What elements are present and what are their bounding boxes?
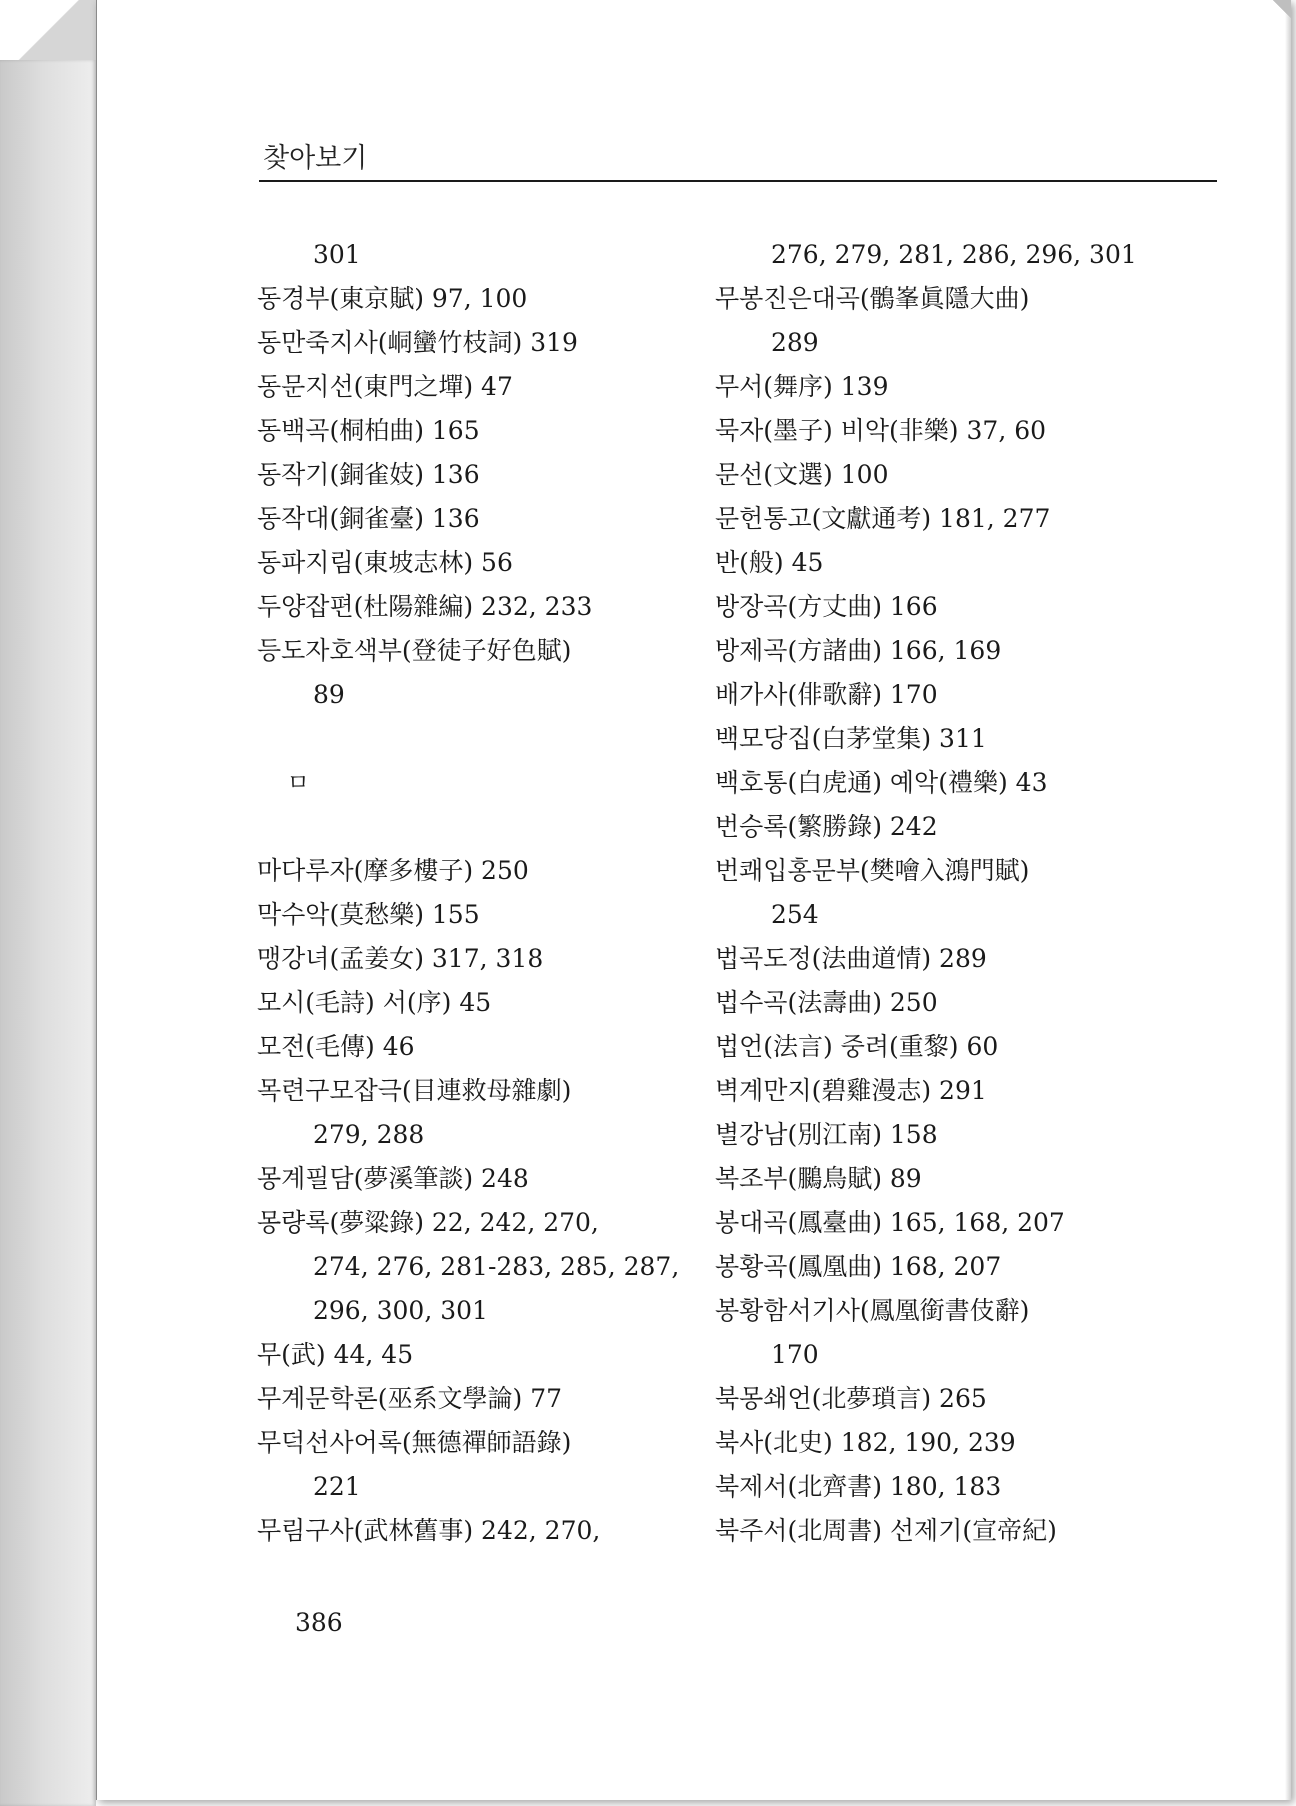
index-entry: 북제서(北齊書) 180, 183 [715,1472,1002,1501]
index-entry: 무서(舞序) 139 [715,372,889,401]
book-page [96,0,1291,1800]
index-entry: 등도자호색부(登徒子好色賦) [257,636,572,665]
index-entry: 동백곡(桐柏曲) 165 [257,416,480,445]
index-entry: 배가사(俳歌辭) 170 [715,680,938,709]
book-spine [0,60,96,1806]
index-entry: 방제곡(方諸曲) 166, 169 [715,636,1002,665]
index-entry-continuation: 301 [313,240,361,269]
index-entry: 번승록(繁勝錄) 242 [715,812,938,841]
index-entry: 동경부(東京賦) 97, 100 [257,284,528,313]
index-column-right [715,233,1215,1553]
index-entry: 봉황곡(鳳凰曲) 168, 207 [715,1252,1002,1281]
index-entry: 별강남(別江南) 158 [715,1120,938,1149]
index-entry-continuation: 279, 288 [313,1120,425,1149]
index-entry: 몽량록(夢粱錄) 22, 242, 270, [257,1208,599,1237]
index-entry-continuation: 289 [771,328,819,357]
index-entry: 문선(文選) 100 [715,460,889,489]
section-gap [257,805,697,849]
page-edge [1285,0,1291,1800]
index-entry-continuation: 170 [771,1340,819,1369]
index-entry: 북주서(北周書) 선제기(宣帝紀) [715,1516,1057,1545]
index-entry: 법언(法言) 중려(重黎) 60 [715,1032,999,1061]
index-entry: 두양잡편(杜陽雜編) 232, 233 [257,592,593,621]
index-entry-continuation: 296, 300, 301 [313,1296,488,1325]
section-gap [257,717,697,761]
index-entry: 백호통(白虎通) 예악(禮樂) 43 [715,768,1048,797]
index-column-left [257,233,697,1553]
index-entry: 목련구모잡극(目連救母雜劇) [257,1076,572,1105]
index-entry: 봉황함서기사(鳳凰銜書伎辭) [715,1296,1030,1325]
index-entry: 무봉진은대곡(鶻峯眞隱大曲) [715,284,1030,313]
index-entry: 무림구사(武林舊事) 242, 270, [257,1516,601,1545]
index-entry: 마다루자(摩多樓子) 250 [257,856,529,885]
index-entry: 법수곡(法壽曲) 250 [715,988,938,1017]
index-entry: 백모당집(白茅堂集) 311 [715,724,987,753]
index-entry: 무계문학론(巫系文學論) 77 [257,1384,563,1413]
running-head: 찾아보기 [263,143,368,174]
index-entry: 북몽쇄언(北夢瑣言) 265 [715,1384,987,1413]
index-entry: 막수악(莫愁樂) 155 [257,900,480,929]
index-entry: 법곡도정(法曲道情) 289 [715,944,987,973]
index-entry: 몽계필담(夢溪筆談) 248 [257,1164,529,1193]
index-entry: 동만죽지사(峒蠻竹枝詞) 319 [257,328,578,357]
index-entry: 방장곡(方丈曲) 166 [715,592,938,621]
index-entry-continuation: 221 [313,1472,361,1501]
index-entry: 모시(毛詩) 서(序) 45 [257,988,492,1017]
index-entry: 맹강녀(孟姜女) 317, 318 [257,944,544,973]
index-entry: 동작대(銅雀臺) 136 [257,504,480,533]
index-entry-continuation: 89 [313,680,345,709]
index-entry: 모전(毛傳) 46 [257,1032,415,1061]
book-spine-top [0,0,96,60]
header-rule [259,180,1217,182]
index-entry-continuation: 276, 279, 281, 286, 296, 301 [771,240,1137,269]
page-corner [1273,0,1291,18]
index-entry: 문헌통고(文獻通考) 181, 277 [715,504,1051,533]
index-entry: 동문지선(東門之墠) 47 [257,372,513,401]
section-heading: ㅁ [287,770,310,796]
index-entry: 무덕선사어록(無德禪師語錄) [257,1428,572,1457]
index-entry: 복조부(鵩鳥賦) 89 [715,1164,922,1193]
page-number: 386 [295,1608,343,1637]
index-entry: 동파지림(東坡志林) 56 [257,548,513,577]
index-entry: 동작기(銅雀妓) 136 [257,460,480,489]
index-entry: 북사(北史) 182, 190, 239 [715,1428,1016,1457]
index-entry-continuation: 254 [771,900,819,929]
index-entry: 무(武) 44, 45 [257,1340,414,1369]
index-entry: 봉대곡(鳳臺曲) 165, 168, 207 [715,1208,1065,1237]
index-entry: 벽계만지(碧雞漫志) 291 [715,1076,987,1105]
index-entry: 번쾌입홍문부(樊噲入鴻門賦) [715,856,1030,885]
index-entry: 묵자(墨子) 비악(非樂) 37, 60 [715,416,1047,445]
index-entry: 반(般) 45 [715,548,824,577]
index-entry-continuation: 274, 276, 281-283, 285, 287, [313,1252,680,1281]
